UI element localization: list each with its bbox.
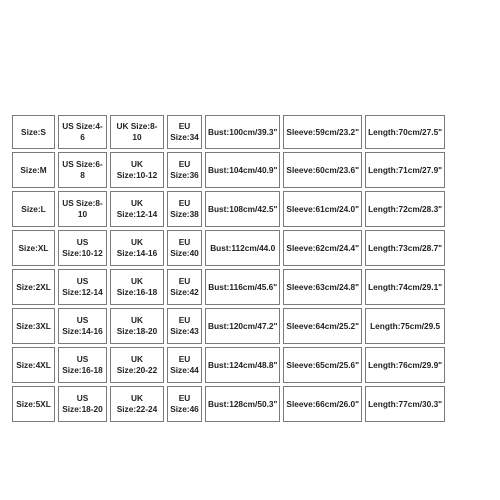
eu-size-cell: EU Size:44 bbox=[167, 347, 202, 383]
sleeve-cell: Sleeve:62cm/24.4" bbox=[283, 230, 362, 266]
size-chart-table bbox=[9, 112, 448, 425]
bust-cell: Bust:120cm/47.2" bbox=[205, 308, 280, 344]
bust-cell: Bust:124cm/48.8" bbox=[205, 347, 280, 383]
length-cell: Length:72cm/28.3" bbox=[365, 191, 445, 227]
length-cell: Length:76cm/29.9" bbox=[365, 347, 445, 383]
table-row bbox=[12, 152, 445, 188]
length-cell: Length:75cm/29.5 bbox=[365, 308, 445, 344]
us-size-cell: US Size:14-16 bbox=[58, 308, 107, 344]
uk-size-cell: UK Size:18-20 bbox=[110, 308, 164, 344]
sleeve-cell: Sleeve:61cm/24.0" bbox=[283, 191, 362, 227]
eu-size-cell: EU Size:38 bbox=[167, 191, 202, 227]
eu-size-cell: EU Size:46 bbox=[167, 386, 202, 422]
table-row bbox=[12, 115, 445, 149]
table-row bbox=[12, 269, 445, 305]
bust-cell: Bust:116cm/45.6" bbox=[205, 269, 280, 305]
sleeve-cell: Sleeve:60cm/23.6" bbox=[283, 152, 362, 188]
sleeve-cell: Sleeve:66cm/26.0" bbox=[283, 386, 362, 422]
us-size-cell: US Size:16-18 bbox=[58, 347, 107, 383]
table-row bbox=[12, 347, 445, 383]
bust-cell: Bust:108cm/42.5" bbox=[205, 191, 280, 227]
us-size-cell: US Size:8-10 bbox=[58, 191, 107, 227]
eu-size-cell: EU Size:34 bbox=[167, 115, 202, 149]
size-cell: Size:S bbox=[12, 115, 55, 149]
us-size-cell: US Size:18-20 bbox=[58, 386, 107, 422]
uk-size-cell: UK Size:12-14 bbox=[110, 191, 164, 227]
uk-size-cell: UK Size:16-18 bbox=[110, 269, 164, 305]
table-row bbox=[12, 308, 445, 344]
table-row bbox=[12, 386, 445, 422]
us-size-cell: US Size:10-12 bbox=[58, 230, 107, 266]
size-cell: Size:L bbox=[12, 191, 55, 227]
length-cell: Length:77cm/30.3" bbox=[365, 386, 445, 422]
sleeve-cell: Sleeve:59cm/23.2" bbox=[283, 115, 362, 149]
eu-size-cell: EU Size:42 bbox=[167, 269, 202, 305]
eu-size-cell: EU Size:43 bbox=[167, 308, 202, 344]
us-size-cell: US Size:4-6 bbox=[58, 115, 107, 149]
bust-cell: Bust:112cm/44.0 bbox=[205, 230, 280, 266]
size-cell: Size:5XL bbox=[12, 386, 55, 422]
bust-cell: Bust:128cm/50.3" bbox=[205, 386, 280, 422]
uk-size-cell: UK Size:14-16 bbox=[110, 230, 164, 266]
eu-size-cell: EU Size:40 bbox=[167, 230, 202, 266]
length-cell: Length:71cm/27.9" bbox=[365, 152, 445, 188]
sleeve-cell: Sleeve:65cm/25.6" bbox=[283, 347, 362, 383]
uk-size-cell: UK Size:10-12 bbox=[110, 152, 164, 188]
size-chart-body bbox=[12, 115, 445, 422]
eu-size-cell: EU Size:36 bbox=[167, 152, 202, 188]
table-row bbox=[12, 230, 445, 266]
size-cell: Size:XL bbox=[12, 230, 55, 266]
length-cell: Length:74cm/29.1" bbox=[365, 269, 445, 305]
length-cell: Length:70cm/27.5" bbox=[365, 115, 445, 149]
size-cell: Size:M bbox=[12, 152, 55, 188]
sleeve-cell: Sleeve:63cm/24.8" bbox=[283, 269, 362, 305]
uk-size-cell: UK Size:20-22 bbox=[110, 347, 164, 383]
bust-cell: Bust:104cm/40.9" bbox=[205, 152, 280, 188]
bust-cell: Bust:100cm/39.3" bbox=[205, 115, 280, 149]
table-row bbox=[12, 191, 445, 227]
us-size-cell: US Size:6-8 bbox=[58, 152, 107, 188]
size-cell: Size:4XL bbox=[12, 347, 55, 383]
size-cell: Size:2XL bbox=[12, 269, 55, 305]
length-cell: Length:73cm/28.7" bbox=[365, 230, 445, 266]
size-cell: Size:3XL bbox=[12, 308, 55, 344]
uk-size-cell: UK Size:22-24 bbox=[110, 386, 164, 422]
sleeve-cell: Sleeve:64cm/25.2" bbox=[283, 308, 362, 344]
uk-size-cell: UK Size:8-10 bbox=[110, 115, 164, 149]
us-size-cell: US Size:12-14 bbox=[58, 269, 107, 305]
